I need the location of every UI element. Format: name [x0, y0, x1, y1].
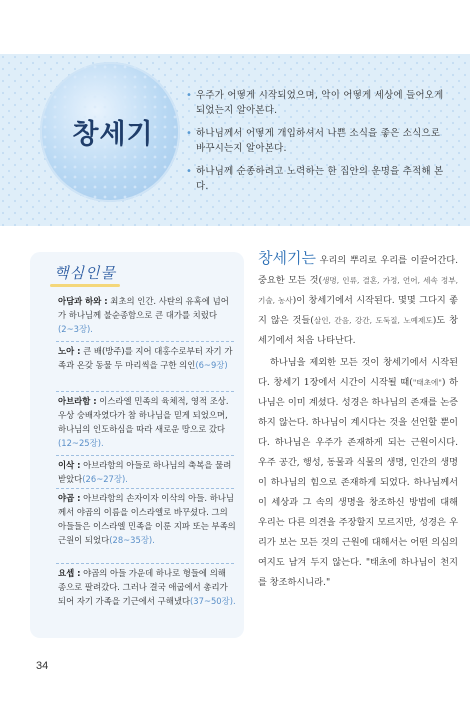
divider [56, 341, 234, 342]
divider [56, 391, 234, 392]
goal-item: • 우주가 어떻게 시작되었으며, 악이 어떻게 세상에 들어오게 되었는지 알아본다. [186, 90, 444, 116]
page-number: 34 [36, 660, 49, 672]
paragraph: 하나님을 제외한 모든 것이 창세기에서 시작된다. 창세기 1장에서 시간이 시작될 때("태초에") 하나님은 이미 계셨다. 성경은 하나님의 존재를 논증하지 않는다. 하나님이 계시다는 것을 선언할 뿐이다. 하나님은 우주가 존재하게 되는 근원이시다. 우주 공간, 행성, 동물과 식물의 생명, 인간의 생명이 하나님의 힘으로 존재하게 되었다. 하나님께서 이 세상과 그 속의 생명을 창조하신 방법에 대해 우리는 다른 의견을 주장할지 모르지만, 성경은 우리가 보는 모든 것의 근원에 대해서는 어떤 의심의 여지도 남겨 두지 않는다. "태초에 하나님이 천지를 창조하시니라." [258, 357, 458, 588]
chapter-title: 창세기 [72, 119, 154, 150]
bullet-icon: • [186, 90, 193, 101]
divider [56, 563, 234, 564]
person-entry: 아브라함 : 이스라엘 민족의 육체적, 영적 조상. 우상 숭배자였다가 참 하나님을 믿게 되었으며, 하나님의 인도하심을 따라 새로운 땅으로 갔다(12~25장). [58, 396, 229, 448]
person-entry: 노아 : 큰 배(방주)를 지어 대홍수로부터 자기 가족과 온갖 동물 두 마리씩을 구한 의인(6~9장) [58, 346, 233, 370]
heading-underline [50, 284, 120, 287]
bullet-icon: • [186, 166, 193, 177]
person-entry: 야곱 : 아브라함의 손자이자 이삭의 아들. 하나님께서 야곱의 이름을 이스라엘로 바꾸셨다. 그의 아들들은 이스라엘 민족을 이룬 지파 또는 부족의 근원이 되었다(28~35장). [58, 493, 236, 545]
body-text [258, 248, 458, 593]
chapter-goals [186, 88, 452, 202]
person-entry: 요셉 : 야곱의 아들 가운데 하나로 형들에 의해 종으로 팔려갔다. 그러나 결국 애굽에서 총리가 되어 자기 가족을 기근에서 구해냈다(37~50장). [58, 568, 236, 606]
person-entry: 아담과 하와 : 최초의 인간. 사탄의 유혹에 넘어가 하나님께 불순종함으로 큰 대가를 치렀다(2~3장). [58, 296, 229, 334]
divider [56, 488, 234, 489]
person-entry: 이삭 : 아브라함의 아들로 하나님의 축복을 물려받았다(26~27장). [58, 460, 232, 484]
lead-word: 창세기는 [258, 249, 316, 267]
bullet-icon: • [186, 128, 193, 139]
paragraph: 창세기는 우리의 뿌리로 우리를 이끌어간다. 중요한 모든 것(생명, 인류, 결혼, 가정, 언어, 세속 정부, 기술, 농사)이 창세기에서 시작된다. 몇몇 그다지 좋지 않은 것들(살인, 간음, 강간, 도둑질, 노예제도)도 창세기에서 처음 나타난다. [258, 249, 458, 346]
divider [56, 455, 234, 456]
goal-item: • 하나님께 순종하려고 노력하는 한 집안의 운명을 추적해 본다. [186, 166, 444, 192]
key-characters-heading: 핵심인물 [54, 264, 116, 282]
goal-item: • 하나님께서 어떻게 개입하셔서 나쁜 소식을 좋은 소식으로 바꾸시는지 알아본다. [186, 128, 441, 154]
